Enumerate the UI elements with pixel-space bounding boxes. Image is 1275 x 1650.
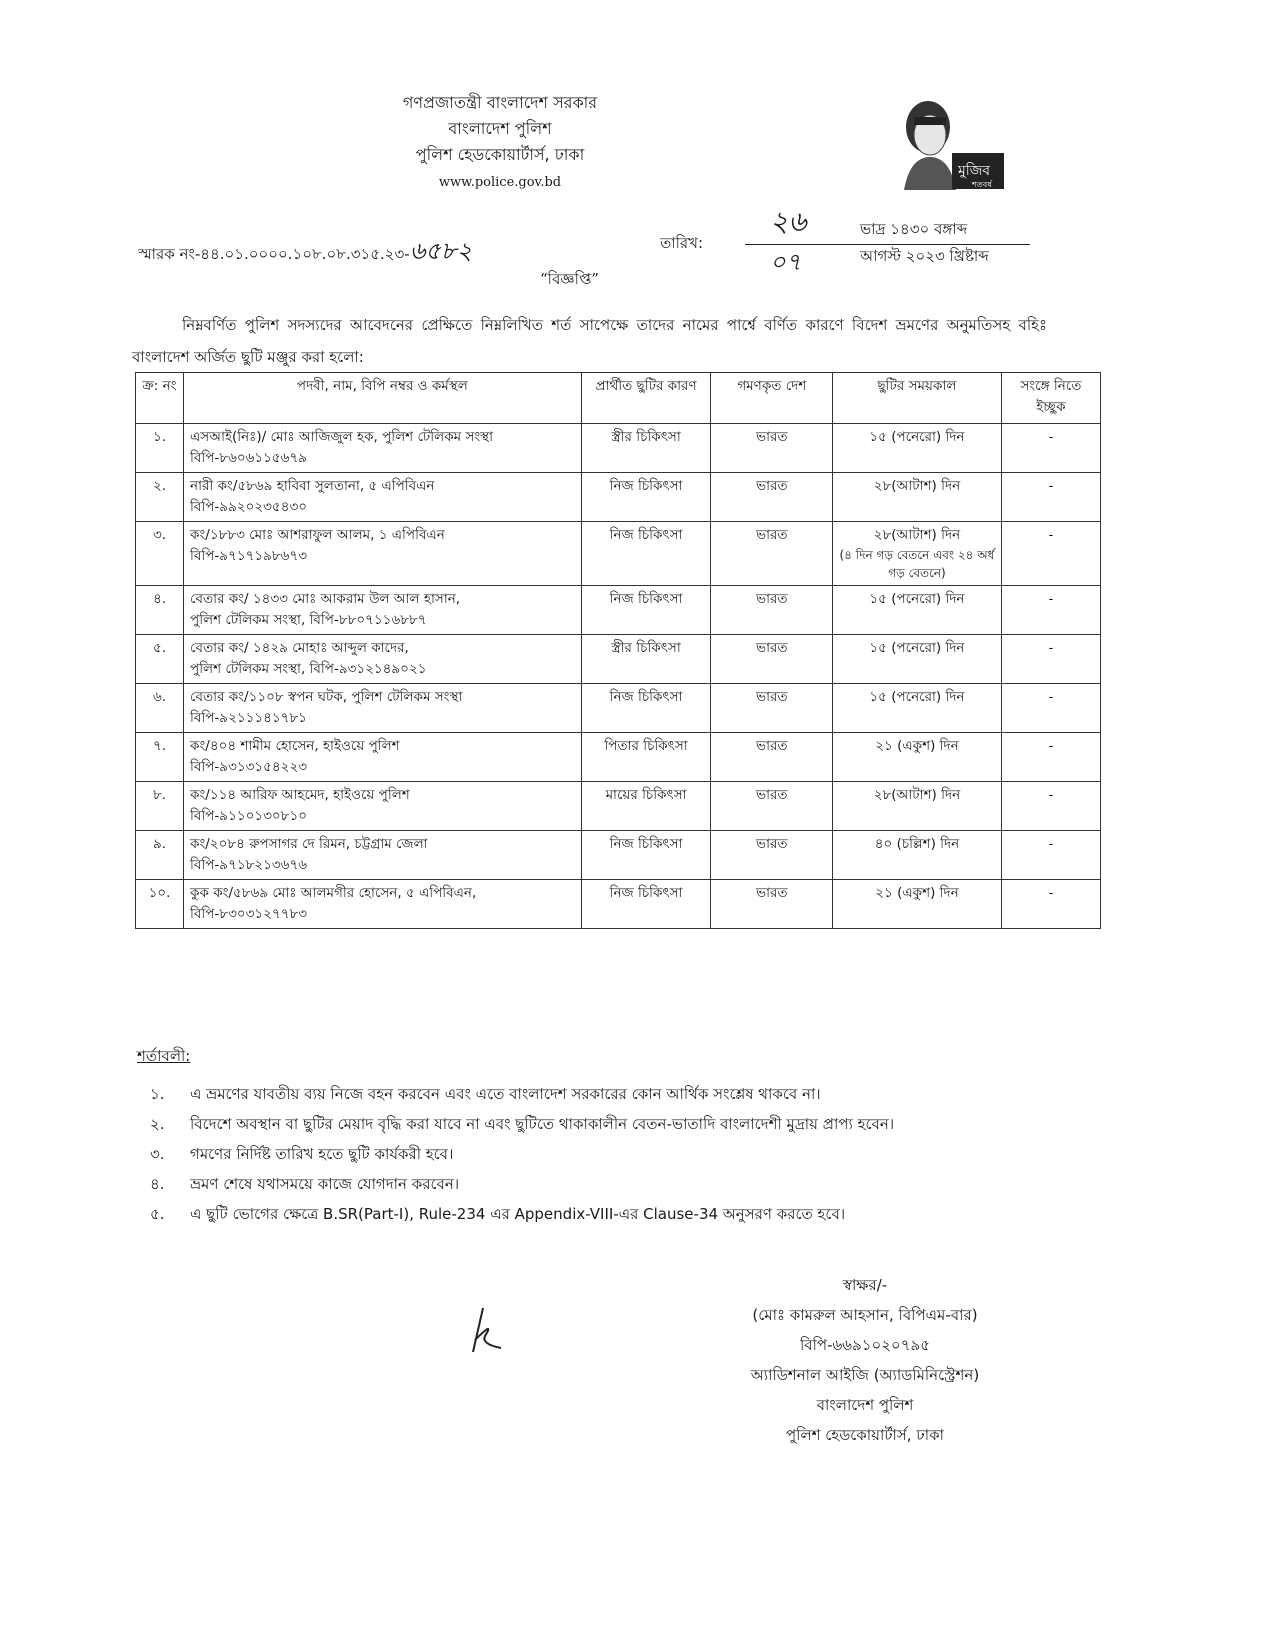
cell-sl: ৪.: [136, 586, 184, 635]
table-row: [136, 831, 1101, 880]
cell-companion: -: [1001, 522, 1100, 586]
table-row: [136, 424, 1101, 473]
date-english: আগস্ট ২০২৩ খ্রিষ্টাব্দ: [860, 247, 989, 265]
cell-country: ভারত: [711, 782, 833, 831]
cell-sl: ৭.: [136, 733, 184, 782]
person-line-1: কং/৪০৪ শামীম হোসেন, হাইওয়ে পুলিশ: [190, 738, 400, 754]
person-line-1: কং/২০৮৪ রুপসাগর দে রিমন, চট্টগ্রাম জেলা: [190, 836, 428, 852]
signed-text: স্বাক্ষর/-: [842, 1276, 888, 1294]
signatory-place: পুলিশ হেডকোয়ার্টার্স, ঢাকা: [785, 1426, 944, 1444]
cell-companion: -: [1001, 424, 1100, 473]
cell-period: ২৮(আটাশ) দিন: [833, 782, 1002, 831]
leave-table: [135, 372, 1101, 929]
cell-period: ১৫ (পনেরো) দিন: [833, 635, 1002, 684]
person-line-2: পুলিশ টেলিকম সংস্থা, বিপি-৮৮০৭১১৬৮৮৭: [190, 612, 427, 628]
table-row: [136, 473, 1101, 522]
date-bangla: ভাদ্র ১৪৩০ বঙ্গাব্দ: [860, 220, 968, 238]
cell-sl: ৩.: [136, 522, 184, 586]
condition-item: ৪. ভ্রমণ শেষে যথাসময়ে কাজে যোগদান করবেন।: [150, 1175, 460, 1193]
col-reason: প্রার্থীত ছুটির কারণ: [581, 373, 711, 424]
date-handwritten-en: ০৭: [770, 248, 802, 276]
cell-companion: -: [1001, 586, 1100, 635]
date-label: তারিখ:: [660, 234, 704, 252]
cell-period: ২১ (একুশ) দিন: [833, 880, 1002, 929]
cell-companion: -: [1001, 635, 1100, 684]
cell-country: ভারত: [711, 473, 833, 522]
cell-sl: ৫.: [136, 635, 184, 684]
cell-country: ভারত: [711, 424, 833, 473]
cell-reason: নিজ চিকিৎসা: [581, 522, 711, 586]
cell-period: ১৫ (পনেরো) দিন: [833, 586, 1002, 635]
cell-companion: -: [1001, 782, 1100, 831]
cell-sl: ৬.: [136, 684, 184, 733]
cell-reason: পিতার চিকিৎসা: [581, 733, 711, 782]
period-note: (৪ দিন গড় বেতনে এবং ২৪ অর্ধ গড় বেতনে): [839, 548, 995, 580]
header-line-2: বাংলাদেশ পুলিশ: [448, 119, 552, 138]
person-line-2: বিপি-৯৩১৩১৫৪২২৩: [190, 759, 307, 775]
cell-reason: নিজ চিকিৎসা: [581, 684, 711, 733]
person-line-1: বেতার কং/ ১৪৩৩ মোঃ আকরাম উল আল হাসান,: [190, 591, 461, 607]
emblem-title: মুজিব: [958, 163, 991, 179]
cell-period: ২৮(আটাশ) দিন (৪ দিন গড় বেতনে এবং ২৪ অর্ধ গড় বেতনে): [833, 522, 1002, 586]
cell-person: [184, 880, 582, 929]
mujib-centenary-logo: [890, 95, 1010, 195]
cell-period: ২৮(আটাশ) দিন: [833, 473, 1002, 522]
cell-person: [184, 684, 582, 733]
signature-block: [720, 1270, 1010, 1450]
notice-title: “বিজ্ঞপ্তি”: [540, 270, 599, 288]
cell-period: ১৫ (পনেরো) দিন: [833, 684, 1002, 733]
cell-country: ভারত: [711, 831, 833, 880]
person-line-1: এসআই(নিঃ)/ মোঃ আজিজুল হক, পুলিশ টেলিকম সংস্থা: [190, 429, 494, 445]
cell-period: ২১ (একুশ) দিন: [833, 733, 1002, 782]
cell-person: [184, 473, 582, 522]
table-row: [136, 586, 1101, 635]
condition-item: ৫. এ ছুটি ভোগের ক্ষেত্রে B.SR(Part-I), Rule-234 এর Appendix-VIII-এর Clause-34 অনুসরণ করতে হবে।: [150, 1205, 846, 1223]
person-line-1: বেতার কং/১১০৮ স্বপন ঘটক, পুলিশ টেলিকম সংস্থা: [190, 689, 463, 705]
cell-companion: -: [1001, 684, 1100, 733]
signatory-org: বাংলাদেশ পুলিশ: [816, 1396, 914, 1414]
person-line-2: বিপি-৯৭১৭১৯৮৬৭৩: [190, 548, 307, 564]
cell-person: [184, 586, 582, 635]
cell-reason: নিজ চিকিৎসা: [581, 880, 711, 929]
person-line-2: বিপি-৯৯২০২৩৫৪৩০: [190, 499, 308, 515]
person-line-1: বেতার কং/ ১৪২৯ মোহাঃ আব্দুল কাদের,: [190, 640, 409, 656]
person-line-2: বিপি-৯১১০১৩০৮১০: [190, 808, 307, 824]
emblem-subtitle: শতবর্ষ: [972, 180, 992, 189]
cell-person: [184, 424, 582, 473]
person-line-2: পুলিশ টেলিকম সংস্থা, বিপি-৯৩১২১৪৯০২১: [190, 661, 427, 677]
person-line-1: কং/১৮৮৩ মোঃ আশরাফুল আলম, ১ এপিবিএন: [190, 527, 445, 543]
person-line-2: বিপি-৯২১১১৪১৭৮১: [190, 710, 307, 726]
cell-reason: স্ত্রীর চিকিৎসা: [581, 635, 711, 684]
table-row: [136, 522, 1101, 586]
initial-signature-mark: [455, 1300, 515, 1364]
cell-reason: নিজ চিকিৎসা: [581, 831, 711, 880]
col-country: গমণকৃত দেশ: [711, 373, 833, 424]
cell-period: ৪০ (চল্লিশ) দিন: [833, 831, 1002, 880]
cell-country: ভারত: [711, 586, 833, 635]
cell-reason: নিজ চিকিৎসা: [581, 473, 711, 522]
cell-reason: স্ত্রীর চিকিৎসা: [581, 424, 711, 473]
condition-item: ৩. গমণের নির্দিষ্ট তারিখ হতে ছুটি কার্যকরী হবে।: [150, 1145, 454, 1163]
table-row: [136, 880, 1101, 929]
cell-country: ভারত: [711, 733, 833, 782]
person-line-1: কং/১১৪ আরিফ আহমেদ, হাইওয়ে পুলিশ: [190, 787, 410, 803]
table-row: [136, 733, 1101, 782]
cell-country: ভারত: [711, 522, 833, 586]
col-sl: ক্র: নং: [136, 373, 184, 424]
intro-paragraph: নিম্নবর্ণিত পুলিশ সদস্যদের আবেদনের প্রেক্ষিতে নিম্নলিখিত শর্ত সাপেক্ষে তাদের নামের পার্শ্বে বর্ণিত কারণে বিদেশ ভ্রমণের অনুমতিসহ বহিঃ বাংলাদেশ অর্জিত ছুটি মঞ্জুর করা হলো:: [132, 316, 1047, 366]
cell-person: [184, 635, 582, 684]
condition-item: ২. বিদেশে অবস্থান বা ছুটির মেয়াদ বৃদ্ধি করা যাবে না এবং ছুটিতে থাকাকালীন বেতন-ভাতাদি বাংলাদেশী মুদ্রায় প্রাপ্য হবেন।: [150, 1115, 895, 1133]
condition-item: ১. এ ভ্রমণের যাবতীয় ব্যয় নিজে বহন করবেন এবং এতে বাংলাদেশ সরকারের কোন আর্থিক সংশ্লেষ থাকবে না।: [150, 1085, 821, 1103]
cell-person: [184, 733, 582, 782]
cell-companion: -: [1001, 880, 1100, 929]
header-line-3: পুলিশ হেডকোয়ার্টার্স, ঢাকা: [415, 145, 585, 164]
cell-companion: -: [1001, 733, 1100, 782]
cell-country: ভারত: [711, 880, 833, 929]
memo-number: স্মারক নং-৪৪.০১.০০০০.১০৮.০৮.৩১৫.২৩-৬৫৮২: [138, 237, 473, 265]
signatory-designation: অ্যাডিশনাল আইজি (অ্যাডমিনিস্ট্রেশন): [750, 1366, 980, 1384]
col-person: পদবী, নাম, বিপি নম্বর ও কর্মস্থল: [184, 373, 582, 424]
conditions-title: শর্তাবলী:: [137, 1047, 191, 1065]
cell-sl: ৯.: [136, 831, 184, 880]
cell-reason: মায়ের চিকিৎসা: [581, 782, 711, 831]
cell-reason: নিজ চিকিৎসা: [581, 586, 711, 635]
header-line-1: গণপ্রজাতন্ত্রী বাংলাদেশ সরকার: [402, 93, 598, 112]
signatory-bp: বিপি-৬৬৯১০২০৭৯৫: [800, 1336, 930, 1354]
date-handwritten-bn: ২৬: [770, 205, 807, 238]
person-line-1: নারী কং/৫৮৬৯ হাবিবা সুলতানা, ৫ এপিবিএন: [190, 478, 435, 494]
cell-person: [184, 522, 582, 586]
cell-sl: ৮.: [136, 782, 184, 831]
header-website[interactable]: www.police.gov.bd: [438, 175, 562, 190]
person-line-2: বিপি-৮৬০৬১১৫৬৭৯: [190, 450, 307, 466]
cell-companion: -: [1001, 831, 1100, 880]
cell-person: [184, 831, 582, 880]
table-row: [136, 782, 1101, 831]
col-companion: সংঙ্গে নিতে ইচ্ছুক: [1001, 373, 1100, 424]
col-period: ছুটির সময়কাল: [833, 373, 1002, 424]
memo-handwritten-number: ৬৫৮২: [409, 237, 473, 265]
cell-country: ভারত: [711, 635, 833, 684]
table-row: [136, 635, 1101, 684]
cell-country: ভারত: [711, 684, 833, 733]
table-row: [136, 684, 1101, 733]
cell-companion: -: [1001, 473, 1100, 522]
cell-sl: ২.: [136, 473, 184, 522]
cell-sl: ১.: [136, 424, 184, 473]
cell-period: ১৫ (পনেরো) দিন: [833, 424, 1002, 473]
cell-person: [184, 782, 582, 831]
signatory-name: (মোঃ কামরুল আহসান, বিপিএম-বার): [752, 1306, 978, 1324]
person-line-2: বিপি-৯৭১৮২১৩৬৭৬: [190, 857, 308, 873]
cell-sl: ১০.: [136, 880, 184, 929]
person-line-1: কুক কং/৫৮৬৯ মোঃ আলমগীর হোসেন, ৫ এপিবিএন,: [190, 885, 477, 901]
person-line-2: বিপি-৮৩০৩১২৭৭৮৩: [190, 906, 308, 922]
